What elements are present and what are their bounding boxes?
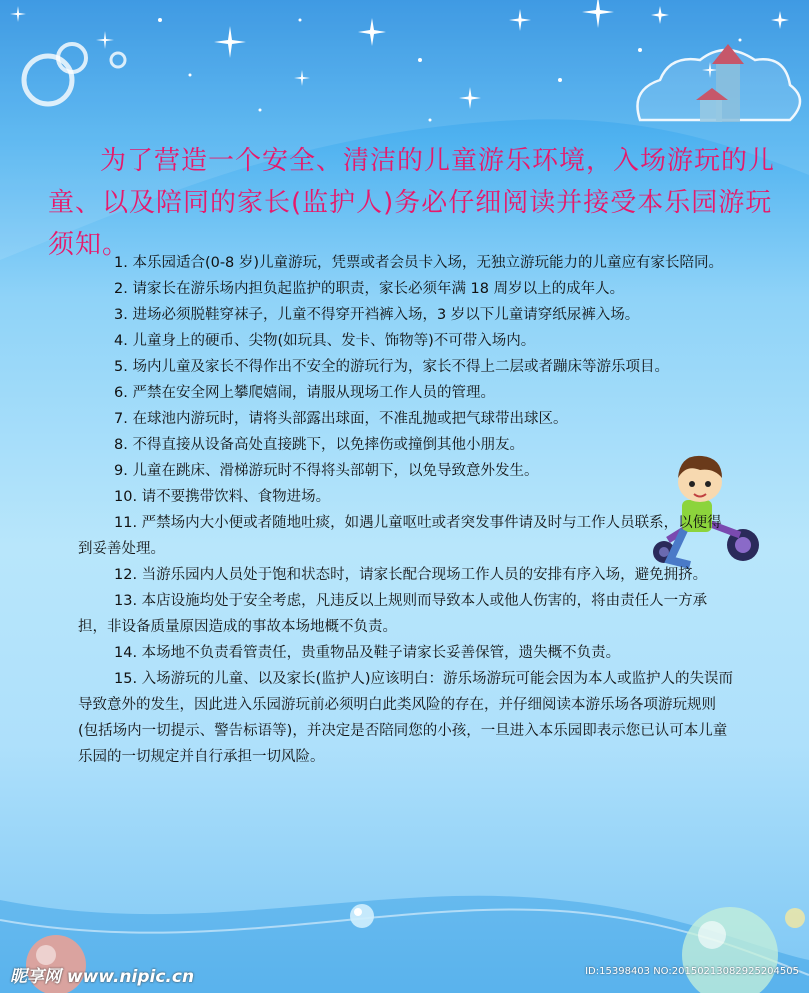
watermark-logo: 昵享网 www.nipic.cn	[10, 967, 195, 987]
image-id-text: ID:15398403 NO:20150213082925204505	[585, 966, 799, 977]
list-item: 11. 严禁场内大小便或者随地吐痰，如遇儿童呕吐或者突发事件请及时与工作人员联系，以便得到妥善处理。	[78, 515, 722, 557]
list-item: 13. 本店设施均处于安全考虑，凡违反以上规则而导致本人或他人伤害的，将由责任人一方承担，非设备质量原因造成的事故本场地概不负责。	[78, 593, 708, 635]
list-item: 3. 进场必须脱鞋穿袜子，儿童不得穿开裆裤入场，3 岁以下儿童请穿纸尿裤入场。	[114, 307, 640, 323]
list-item: 12. 当游乐园内人员处于饱和状态时，请家长配合现场工作人员的安排有序入场，避免拥挤。	[114, 567, 708, 583]
list-item: 7. 在球池内游玩时，请将头部露出球面，不准乱抛或把气球带出球区。	[114, 411, 568, 427]
list-item: 6. 严禁在安全网上攀爬嬉闹，请服从现场工作人员的管理。	[114, 385, 495, 401]
list-item: 8. 不得直接从设备高处直接跳下，以免摔伤或撞倒其他小朋友。	[114, 437, 524, 453]
list-item: 1. 本乐园适合(0-8 岁)儿童游玩，凭票或者会员卡入场，无独立游玩能力的儿童应有家长陪同。	[114, 255, 724, 271]
list-item: 14. 本场地不负责看管责任，贵重物品及鞋子请家长妥善保管，遗失概不负责。	[114, 645, 621, 661]
list-item: 9. 儿童在跳床、滑梯游玩时不得将头部朝下，以免导致意外发生。	[114, 463, 539, 479]
list-item: 15. 入场游玩的儿童、以及家长(监护人)应该明白：游乐场游玩可能会因为本人或监护人的失误而导致意外的发生，因此进入乐园游玩前必须明白此类风险的存在，并仔细阅读本游乐场各项游玩规则(包括场内一切提示、警告标语等)，并决定是否陪同您的小孩，一旦进入本乐园即表示您已认可本儿童乐园的一切规定并自行承担一切风险。	[78, 671, 733, 765]
notice-title: 为了营造一个安全、清洁的儿童游乐环境，入场游玩的儿童、以及陪同的家长(监护人)务必仔细阅读并接受本乐园游玩须知。	[48, 146, 776, 260]
list-item: 10. 请不要携带饮料、食物进场。	[114, 489, 331, 505]
rules-list	[78, 250, 733, 770]
list-item: 5. 场内儿童及家长不得作出不安全的游玩行为，家长不得上二层或者蹦床等游乐项目。	[114, 359, 669, 375]
list-item: 4. 儿童身上的硬币、尖物(如玩具、发卡、饰物等)不可带入场内。	[114, 333, 536, 349]
list-item: 2. 请家长在游乐场内担负起监护的职责，家长必须年满 18 周岁以上的成年人。	[114, 281, 625, 297]
